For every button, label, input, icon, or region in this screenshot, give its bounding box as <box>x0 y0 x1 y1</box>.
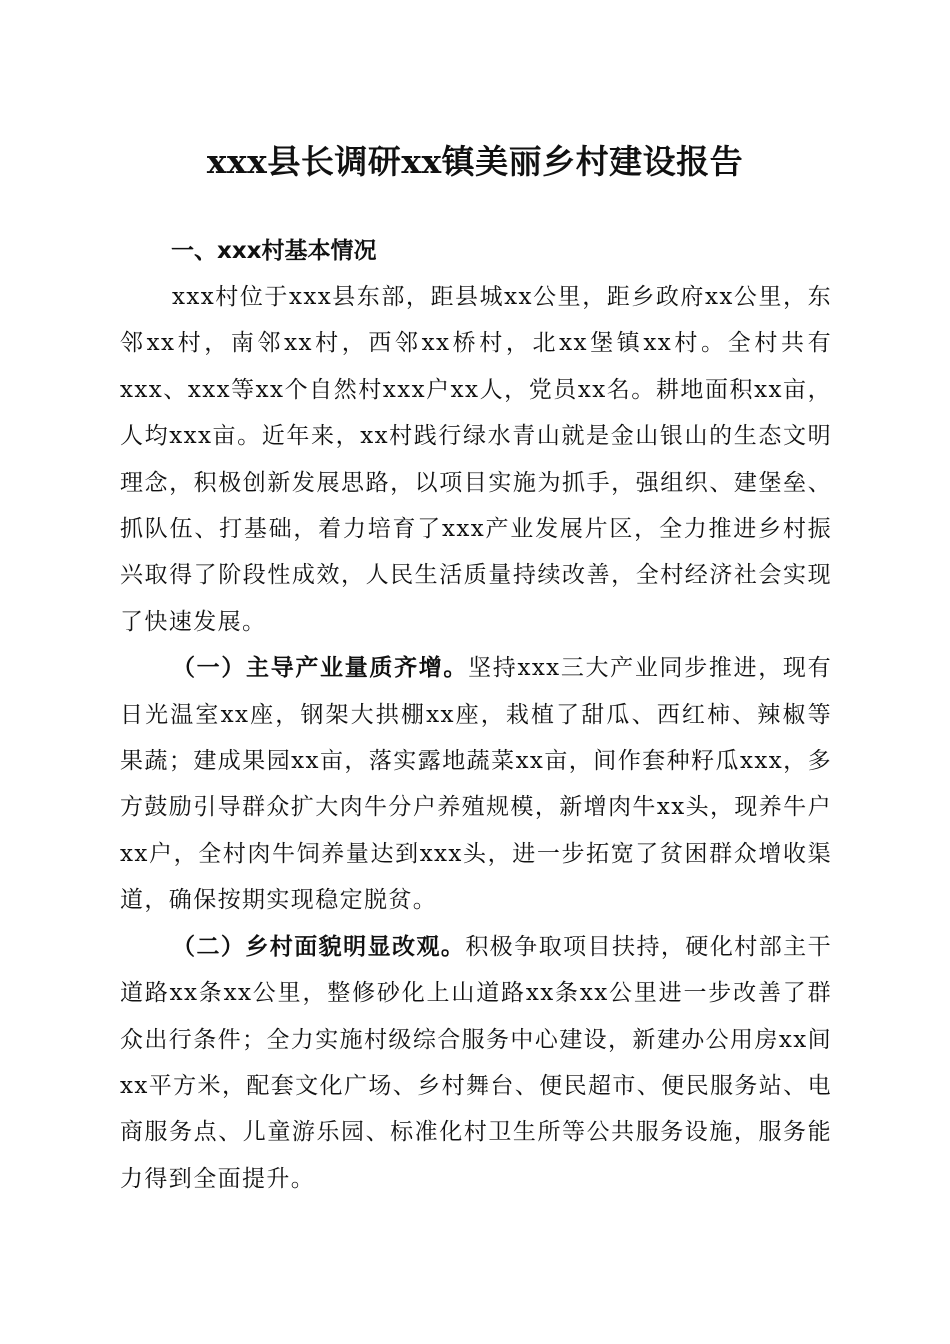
document-body <box>120 228 832 1202</box>
section-heading: 一、xxx村基本情况 <box>171 238 377 264</box>
subsection-1-paragraph <box>120 645 832 923</box>
subsection-1-body: 坚持xxx三大产业同步推进，现有日光温室xx座，钢架大拱棚xx座，栽植了甜瓜、西红柿、辣椒等果蔬；建成果园xx亩，落实露地蔬菜xx亩，间作套种籽瓜xxx，多方鼓励引导群众扩大肉牛分户养殖规模，新增肉牛xx头，现养牛户xx户，全村肉牛饲养量达到xxx头，进一步拓宽了贫困群众增收渠道，确保按期实现稳定脱贫。 <box>120 655 832 914</box>
subsection-2-paragraph <box>120 924 832 1202</box>
subsection-2-body: 积极争取项目扶持，硬化村部主干道路xx条xx公里，整修砂化上山道路xx条xx公里进一步改善了群众出行条件；全力实施村级综合服务中心建设，新建办公用房xx间xx平方米，配套文化广场、乡村舞台、便民超市、便民服务站、电商服务点、儿童游乐园、标准化村卫生所等公共服务设施，服务能力得到全面提升。 <box>120 933 832 1192</box>
intro-paragraph: xxx村位于xxx县东部，距县城xx公里，距乡政府xx公里，东邻xx村，南邻xx村，西邻xx桥村，北xx堡镇xx村。全村共有xxx、xxx等xx个自然村xxx户xx人，党员xx名。耕地面积xx亩，人均xxx亩。近年来，xx村践行绿水青山就是金山银山的生态文明理念，积极创新发展思路，以项目实施为抓手，强组织、建堡垒、抓队伍、打基础，着力培育了xxx产业发展片区，全力推进乡村振兴取得了阶段性成效，人民生活质量持续改善，全村经济社会实现了快速发展。 <box>120 284 832 635</box>
subsection-2-heading: （二）乡村面貌明显改观。 <box>172 932 466 960</box>
document-title: xxx县长调研xx镇美丽乡村建设报告 <box>206 142 744 181</box>
subsection-1-heading: （一）主导产业量质齐增。 <box>172 654 469 682</box>
